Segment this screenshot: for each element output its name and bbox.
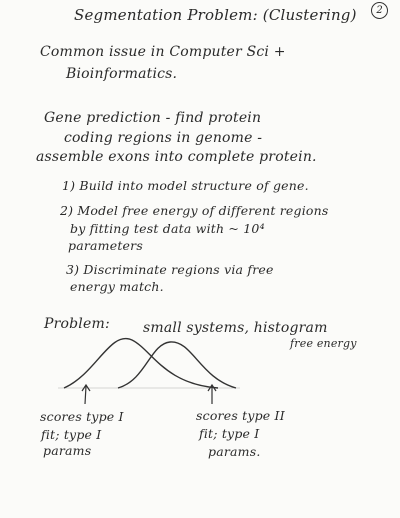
free-energy-label: free energy (290, 337, 357, 350)
intro-line-2: Bioinformatics. (66, 66, 178, 82)
left-caption-line-3: params (43, 443, 92, 458)
distribution-curve-type-I (64, 339, 218, 388)
right-caption-line-1: scores type II (196, 408, 285, 423)
step-3-line-2: energy match. (70, 279, 164, 294)
step-3-line-1: 3) Discriminate regions via free (66, 262, 274, 277)
step-2-line-2: by fitting test data with ~ 10⁴ (70, 221, 265, 236)
problem-text: small systems, histogram (143, 320, 328, 336)
distribution-curve-type-II (118, 342, 236, 388)
step-1: 1) Build into model structure of gene. (62, 178, 309, 193)
problem-label: Problem: (44, 316, 110, 332)
page-number-circle: 2 (371, 2, 388, 19)
step-2-line-1: 2) Model free energy of different regions (60, 203, 329, 218)
left-caption-line-2: fit; type I (41, 427, 102, 442)
left-caption-line-1: scores type I (40, 409, 124, 424)
gene-line-3: assemble exons into complete protein. (36, 149, 317, 165)
right-caption-line-2: fit; type I (199, 426, 260, 441)
intro-line-1: Common issue in Computer Sci + (40, 44, 286, 60)
right-caption-line-3: params. (208, 444, 261, 459)
gene-line-1: Gene prediction - find protein (44, 110, 262, 126)
step-2-line-3: parameters (68, 238, 143, 253)
page-title: Segmentation Problem: (Clustering) (74, 6, 357, 24)
gene-line-2: coding regions in genome - (64, 130, 263, 146)
